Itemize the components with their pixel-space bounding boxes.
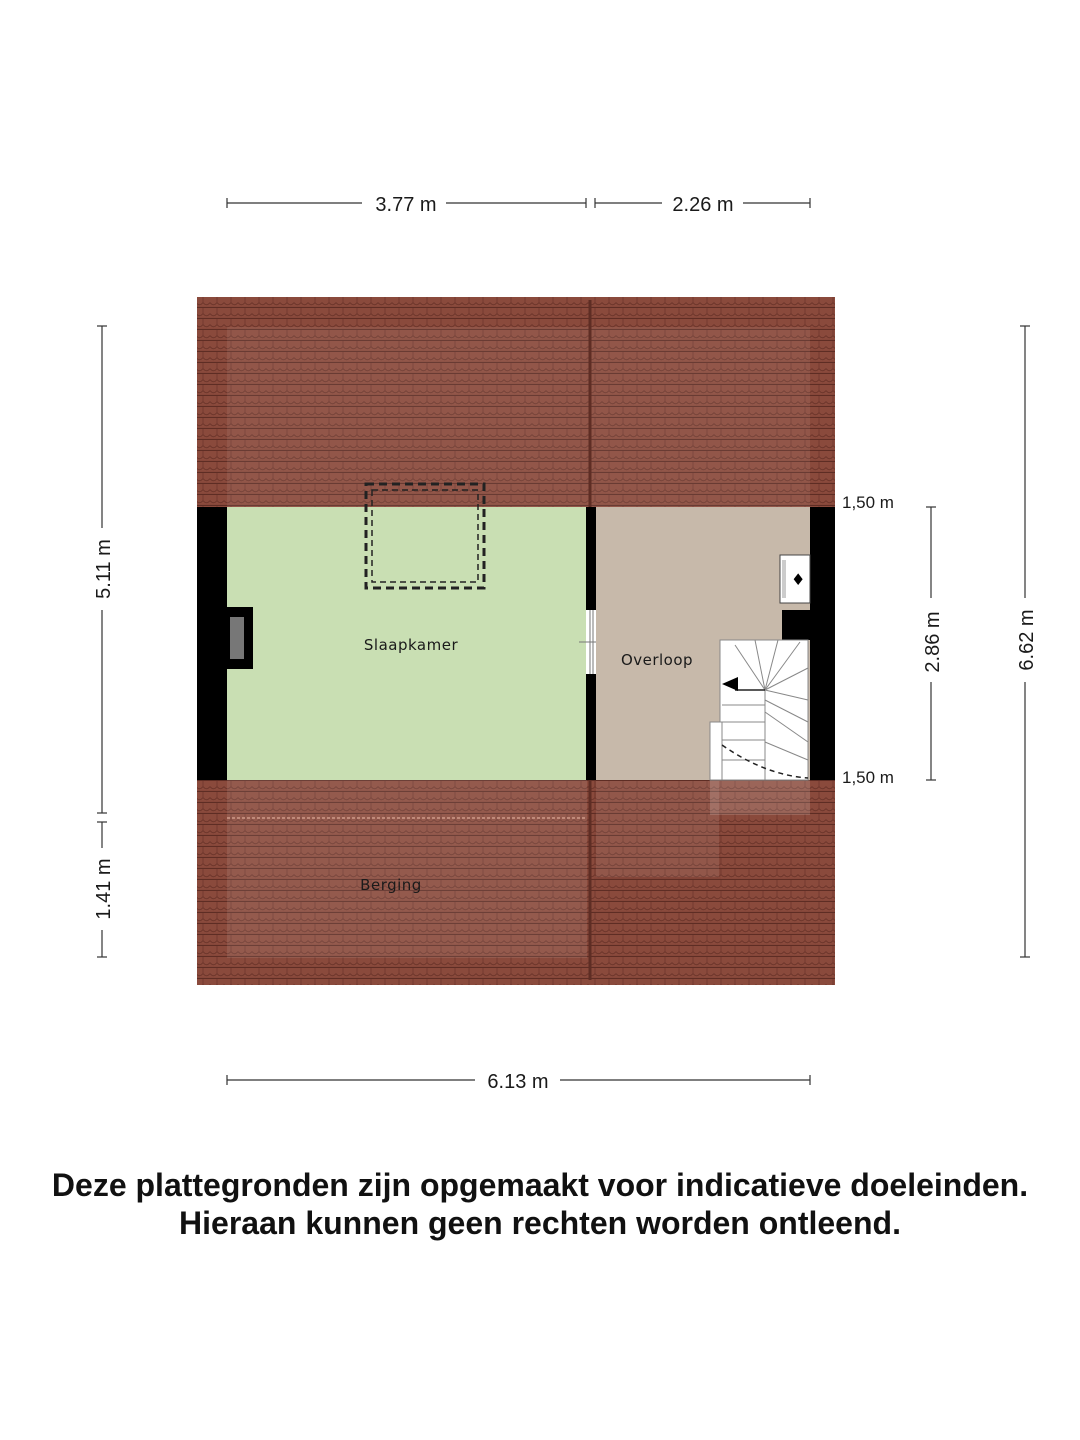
room-label-landing: Overloop <box>620 651 694 669</box>
dim-right-total: 6.62 m <box>1016 609 1038 671</box>
chimney-inner <box>230 617 244 659</box>
dim-top-left: 3.77 m <box>375 194 437 216</box>
disclaimer <box>0 1166 1080 1242</box>
headroom-top: 1,50 m <box>842 493 894 512</box>
dim-left-upper: 5.11 m <box>93 539 115 599</box>
room-label-storage: Berging <box>360 876 422 894</box>
wall-left <box>197 507 227 780</box>
wall-niche <box>782 610 810 640</box>
headroom-bottom: 1,50 m <box>842 768 894 787</box>
staircase <box>710 640 808 780</box>
smoke-detector-icon: ♦ <box>791 570 806 589</box>
roof-interior-bottom <box>227 780 587 958</box>
disclaimer-line-1: Deze plattegronden zijn opgemaakt voor indicatieve doeleinden. <box>51 1167 1029 1203</box>
dim-right-inner: 2.86 m <box>922 611 944 673</box>
dim-left-lower: 1.41 m <box>93 858 115 920</box>
dim-bottom-total: 6.13 m <box>487 1071 549 1093</box>
room-label-bedroom: Slaapkamer <box>363 636 459 654</box>
roof-stair-zone <box>595 780 720 878</box>
dim-top-right: 2.26 m <box>672 194 734 216</box>
smoke-detector-strip <box>782 560 786 598</box>
disclaimer-line-2: Hieraan kunnen geen rechten worden ontleend. <box>179 1205 901 1241</box>
roof-interior-top <box>227 327 810 507</box>
roof-stair-landing <box>710 780 810 815</box>
wall-right <box>810 507 835 780</box>
